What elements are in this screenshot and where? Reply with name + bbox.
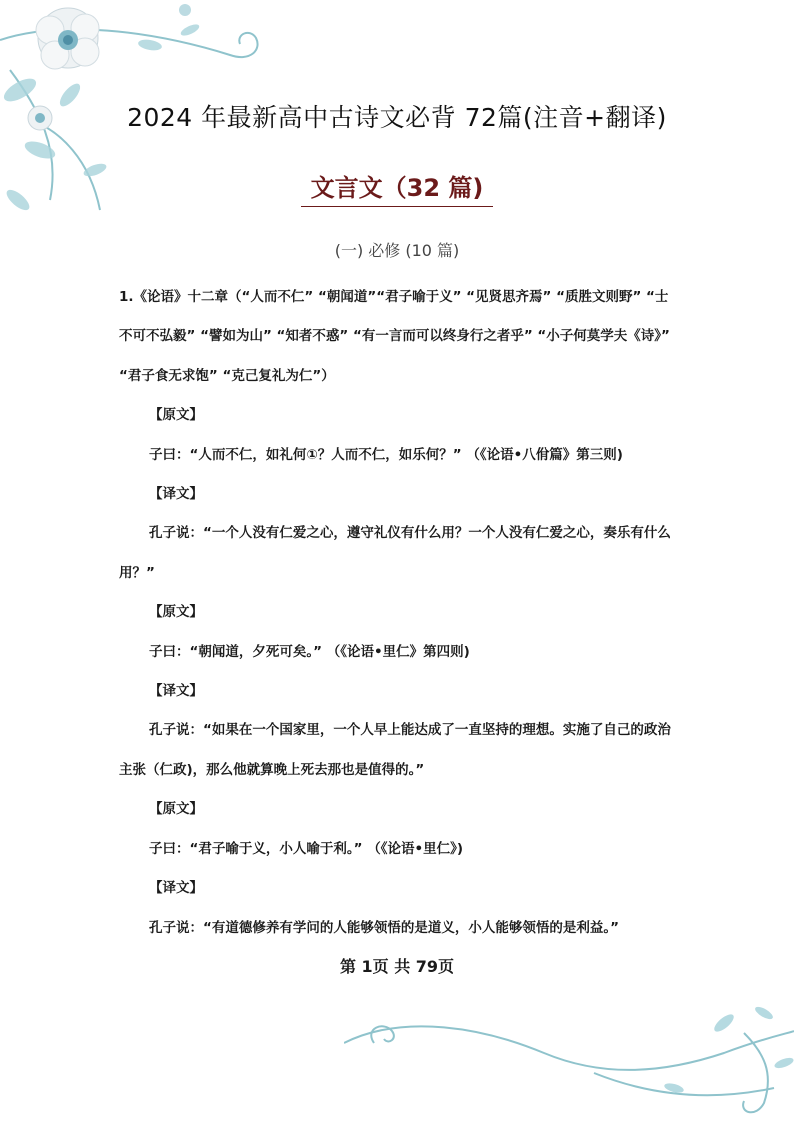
swirl-decoration-icon — [344, 993, 794, 1123]
entry-text: 子曰：“人而不仁，如礼何①？人而不仁，如乐何？” （《论语•八佾篇》第三则) — [149, 446, 623, 463]
section-heading-text: 文言文（32 篇) — [301, 168, 494, 207]
page-title: 2024 年最新高中古诗文必背 72篇(注音+翻译) — [127, 103, 667, 132]
entry-label: 【原文】 — [149, 604, 203, 621]
entry-label: 【译文】 — [149, 880, 203, 897]
entry-text: 孔子说：“如果在一个国家里，一个人早上能达成了一直坚持的理想。实施了自己的政治主张（仁政)，那么他就算晚上死去那也是值得的。” — [119, 722, 671, 778]
entry-label: 【原文】 — [149, 407, 203, 424]
document-body — [119, 278, 675, 948]
entry-text: 孔子说：“有道德修养有学问的人能够领悟的是道义，小人能够领悟的是利益。” — [149, 919, 619, 936]
entry-text: 子曰：“君子喻于义，小人喻于利。” （《论语•里仁》) — [149, 840, 463, 857]
entry-label: 【译文】 — [149, 486, 203, 503]
item-heading: 1.《论语》十二章（“人而不仁” “朝闻道”“君子喻于义” “见贤思齐焉” “质胜文则野” “士不可不弘毅” “譬如为山” “知者不惑” “有一言而可以终身行之者乎” “小子何莫学夫《诗》” “君子食无求饱” “克己复礼为仁”） — [119, 289, 670, 384]
entry-text: 子曰：“朝闻道，夕死可矣。” （《论语•里仁》第四则) — [149, 643, 470, 660]
entry-text: 孔子说：“一个人没有仁爱之心，遵守礼仪有什么用？一个人没有仁爱之心，奏乐有什么用？” — [119, 525, 671, 581]
entry-label: 【译文】 — [149, 683, 203, 700]
page-number: 第 1页 共 79页 — [339, 957, 455, 976]
subsection-heading: (一) 必修 (10 篇) — [334, 241, 460, 260]
entry-label: 【原文】 — [149, 801, 203, 818]
section-heading — [0, 168, 794, 207]
